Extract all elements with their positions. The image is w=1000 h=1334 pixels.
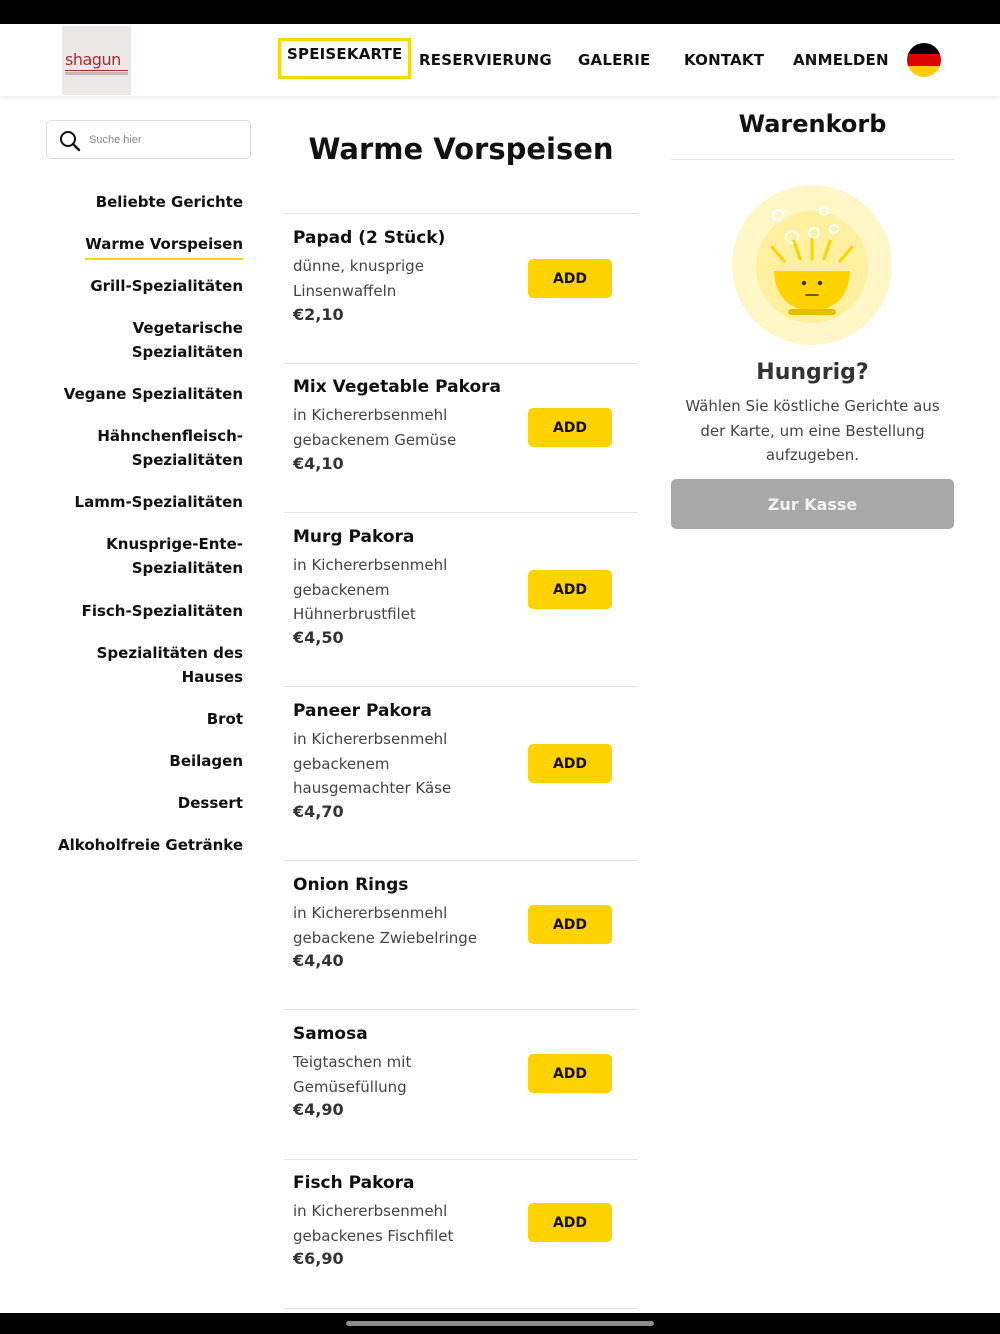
logo-underline [65,70,128,71]
logo-text: shagun [65,50,121,69]
add-to-cart-button[interactable]: ADD [528,1054,612,1093]
nav-reservierung[interactable]: RESERVIERUNG [419,51,552,69]
menu-item-description: in Kichererbsenmehl gebackene Zwiebelringe [293,904,478,947]
menu-divider [284,686,638,687]
germany-flag-icon[interactable] [907,43,941,77]
search-icon[interactable] [59,130,81,152]
menu-item-description: in Kichererbsenmehl gebackenem hausgemachter Käse [293,730,452,797]
menu-item-price: €2,10 [293,305,344,324]
menu-divider [284,1159,638,1160]
category-fisch-spezialitaeten[interactable]: Fisch-Spezialitäten [81,602,243,620]
menu-item-description: dünne, knusprige Linsenwaffeln [293,257,424,300]
cart-empty-text: Wählen Sie köstliche Gerichte aus der Karte, um eine Bestellung aufzugeben. [685,397,940,464]
menu-item-price: €4,10 [293,454,344,473]
status-bar [0,0,1000,24]
add-to-cart-button[interactable]: ADD [528,570,612,609]
category-beilagen[interactable]: Beilagen [169,752,243,770]
menu-item-description: in Kichererbsenmehl gebackenes Fischfilet [293,1202,454,1245]
menu-item-description: in Kichererbsenmehl gebackenem Gemüse [293,406,457,449]
menu-item-name: Papad (2 Stück) [293,228,446,248]
add-to-cart-button[interactable]: ADD [528,259,612,298]
add-to-cart-button[interactable]: ADD [528,1203,612,1242]
menu-section-title: Warme Vorspeisen [308,132,614,166]
category-warme-vorspeisen[interactable]: Warme Vorspeisen [85,232,243,260]
empty-bowl-icon [732,185,892,345]
cart-empty-heading: Hungrig? [756,360,869,385]
menu-item-price: €4,50 [293,628,344,647]
menu-item-name: Murg Pakora [293,527,415,547]
add-to-cart-button[interactable]: ADD [528,905,612,944]
menu-item-description: in Kichererbsenmehl gebackenem Hühnerbrustfilet [293,556,448,623]
menu-item-price: €4,90 [293,1100,344,1119]
add-to-cart-button[interactable]: ADD [528,408,612,447]
menu-item-name: Mix Vegetable Pakora [293,377,501,397]
menu-item-name: Fisch Pakora [293,1173,415,1193]
nav-speisekarte[interactable]: SPEISEKARTE [278,38,411,79]
nav-anmelden[interactable]: ANMELDEN [793,51,889,69]
category-vegetarische-spezialitaeten[interactable]: Vegetarische Spezialitäten [131,319,243,361]
category-beliebte-gerichte[interactable]: Beliebte Gerichte [95,193,243,211]
nav-kontakt[interactable]: KONTAKT [684,51,765,69]
search-box [46,120,251,159]
menu-item-name: Onion Rings [293,875,409,895]
site-header [0,24,1000,96]
menu-item-price: €4,40 [293,951,344,970]
search-input[interactable] [89,129,239,151]
menu-divider [284,1009,638,1010]
category-vegane-spezialitaeten[interactable]: Vegane Spezialitäten [63,385,243,403]
category-dessert[interactable]: Dessert [177,794,243,812]
menu-divider [284,860,638,861]
category-brot[interactable]: Brot [206,710,243,728]
restaurant-logo[interactable] [62,26,131,95]
category-knusprige-ente-spezialitaeten[interactable]: Knusprige-Ente-Spezialitäten [106,535,243,577]
checkout-button[interactable]: Zur Kasse [671,479,954,529]
category-spezialitaeten-des-hauses[interactable]: Spezialitäten des Hauses [96,644,243,686]
category-alkoholfreie-getraenke[interactable]: Alkoholfreie Getränke [58,836,243,854]
category-haehnchenfleisch-spezialitaeten[interactable]: Hähnchenfleisch-Spezialitäten [97,427,243,469]
menu-divider [284,363,638,364]
menu-item-price: €4,70 [293,802,344,821]
menu-item-name: Samosa [293,1024,368,1044]
cart-divider [671,159,954,160]
category-lamm-spezialitaeten[interactable]: Lamm-Spezialitäten [74,493,243,511]
menu-divider [284,213,638,214]
add-to-cart-button[interactable]: ADD [528,744,612,783]
menu-item-description: Teigtaschen mit Gemüsefüllung [293,1053,412,1096]
nav-galerie[interactable]: GALERIE [578,51,651,69]
logo-subtitle [65,72,128,75]
home-indicator[interactable] [346,1321,654,1326]
menu-divider [284,1308,638,1309]
menu-item-name: Paneer Pakora [293,701,432,721]
menu-item-price: €6,90 [293,1249,344,1268]
category-grill-spezialitaeten[interactable]: Grill-Spezialitäten [90,277,243,295]
cart-title: Warenkorb [738,110,887,138]
menu-divider [284,512,638,513]
